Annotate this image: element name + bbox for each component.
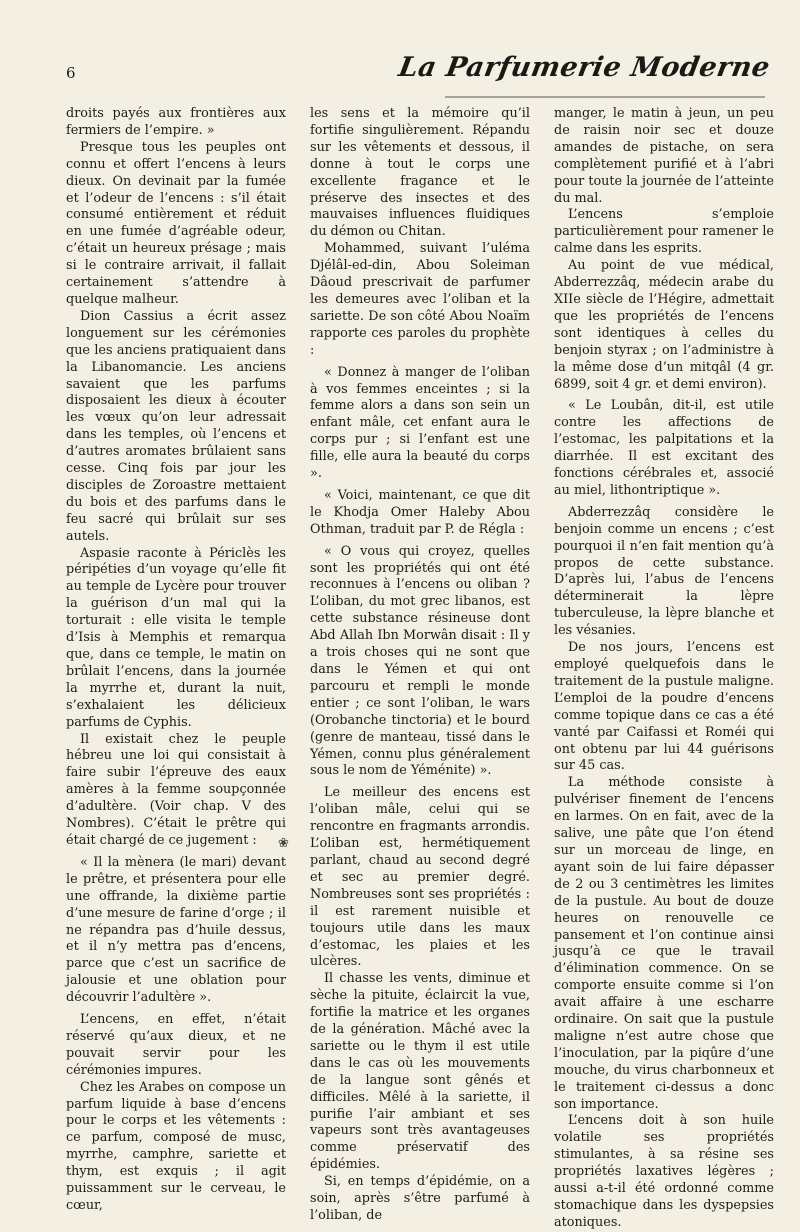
masthead-rule: [445, 96, 765, 98]
quote-paragraph: « Voici, maintenant, ce que dit le Khodja Omer Haleby Abou Othman, traduit par P. de Régla :: [310, 487, 530, 537]
paragraph: La méthode consiste à pulvériser finement de l’encens en larmes. On en fait, avec de la salive, une pâte que l’on étend sur un morceau de linge, en ayant soin de lui faire dépasser de 2 ou 3 centimètres les limites de la pustule. Au bout de douze heures on renouvelle ce pansement et l’on continue ainsi jusqu’à ce que le travail d’élimination commence. On se comporte ensuite comme si l’on avait affaire à une escharre ordinaire. On sait que la pustule maligne n’est autre chose que l’inoculation, par la piqûre d’une mouche, du virus charbonneux et le traitement ci-dessus a donc son importance.: [554, 775, 774, 1112]
paragraph: Il existait chez le peuple hébreu une loi qui consistait à faire subir l’épreuve des eaux amères à la femme soupçonnée d’adultère. (Voir chap. V des Nombres). C’était le prêtre qui était chargé de ce jugement :: [66, 731, 286, 848]
paragraph: Presque tous les peuples ont connu et offert l’encens à leurs dieux. On devinait par la fumée et l’odeur de l’encens : s’il était consumé entièrement et réduit en une fumée d’agréable odeur, c’était un heureux présage ; mais si le contraire arrivait, il fallait certainement s’attendre à quelque malheur.: [66, 139, 286, 307]
flower-ornament-icon: ❀: [278, 836, 289, 851]
paragraph: Il chasse les vents, diminue et sèche la pituite, éclaircit la vue, fortifie la matrice et les organes de la génération. Mâché avec la sariette ou le thym il est utile dans le cas où les mouvements de la langue sont gênés et difficiles. Mêlé à la sariette, il purifie l’air ambiant et ses vapeurs sont très avantageuses comme préservatif des épidémies.: [310, 971, 530, 1173]
paragraph: Le meilleur des encens est l’oliban mâle, celui qui se rencontre en fragmants arrondis. L’oliban est, hermétiquement parlant, chaud au second degré et sec au premier degré. Nombreuses sont ses propriétés : il est rarement nuisible et toujours utile dans les maux d’estomac, les plaies et les ulcères.: [310, 785, 530, 970]
page-number: 6: [66, 64, 76, 82]
paragraph: droits payés aux frontières aux fermiers de l’empire. »: [66, 106, 286, 138]
column-2: [310, 106, 530, 1225]
paragraph: L’encens s’emploie particulièrement pour ramener le calme dans les esprits.: [554, 207, 774, 257]
page-header: [0, 0, 800, 100]
paragraph: L’encens doit à son huile volatile ses propriétés stimulantes, à sa résine ses propriétés laxatives légères ; aussi a-t-il été ordonné comme stomachique dans les dyspepsies atoniques.: [554, 1113, 774, 1230]
paragraph: Dion Cassius a écrit assez longuement sur les cérémonies que les anciens pratiquaient dans la Libanomancie. Les anciens savaient que les parfums disposaient les dieux à écouter les vœux qu’on leur adressait dans les temples, où l’encens et d’autres aromates brûlaient sans cesse. Cinq fois par jour les disciples de Zoroastre mettaient du bois et des parfums dans le feu sacré qui brûlait sur ses autels.: [66, 308, 286, 544]
paragraph: Chez les Arabes on compose un parfum liquide à base d’encens pour le corps et les vêtements : ce parfum, composé de musc, myrrhe, camphre, sariette et thym, est exquis ; il agit puissamment sur le cerveau, le cœur,: [66, 1079, 286, 1213]
paragraph: Aspasie raconte à Périclès les péripéties d’un voyage qu’elle fit au temple de Lycère pour trouver la guérison d’un mal qui la torturait : elle visita le temple d’Isis à Memphis et remarqua que, dans ce temple, le matin on brûlait l’encens, dans la journée la myrrhe et, durant la nuit, s’exhalaient les délicieux parfums de Cyphis.: [66, 545, 286, 730]
paragraph: les sens et la mémoire qu’il fortifie singulièrement. Répandu sur les vêtements et dessous, il donne à tout le corps une excellente fragance et le préserve des insectes et des mauvaises influences fluidiques du démon ou Chitan.: [310, 106, 530, 240]
paragraph: manger, le matin à jeun, un peu de raisin noir sec et douze amandes de pistache, on sera complètement purifié et à l’abri pour toute la journée de l’atteinte du mal.: [554, 106, 775, 206]
column-3: [554, 106, 774, 1232]
paragraph: Au point de vue médical, Abderrezzâq, médecin arabe du XIIe siècle de l’Hégire, admettait que les propriétés de l’encens sont identiques à celles du benjoin styrax ; on l’administre à la même dose d’un mitqâl (4 gr. 6899, soit 4 gr. et demi environ).: [554, 258, 774, 392]
quote-paragraph: « O vous qui croyez, quelles sont les propriétés qui ont été reconnues à l’encens ou oliban ? L’oliban, du mot grec libanos, est cette substance résineuse dont Abd Allah Ibn Morwân disait : Il y a trois choses qui ne sont que dans le Yémen et qui ont parcouru et rempli le monde entier ; ce sont l’oliban, le wars (Orobanche tinctoria) et le bourd (genre de manteau, tissé dans le Yémen, connu plus généralement sous le nom de Yéménite) ».: [310, 543, 530, 779]
paragraph: Abderrezzâq considère le benjoin comme un encens ; c’est pourquoi il n’en fait mention qu’à propos de cette substance. D’après lui, l’abus de l’encens déterminerait la lèpre tuberculeuse, la lèpre blanche et les vésanies.: [554, 504, 774, 639]
quote-paragraph: « Il la mènera (le mari) devant le prêtre, et présentera pour elle une offrande, la dixième partie d’une mesure de farine d’orge ; il ne répandra pas d’huile dessus, et il n’y mettra pas d’encens, parce que c’est un sacrifice de jalousie et une oblation pour découvrir l’adultère ».: [66, 854, 286, 1006]
quote-paragraph: « Le Loubân, dit-il, est utile contre les affections de l’estomac, les palpitations et la diarrhée. Il est excitant des fonctions cérébrales et, associé au miel, lithontriptique ».: [554, 398, 774, 498]
masthead-title: La Parfumerie Moderne: [396, 52, 773, 83]
paragraph: Si, en temps d’épidémie, on a soin, après s’être parfumé à l’oliban, de: [310, 1174, 530, 1223]
quote-paragraph: « Donnez à manger de l’oliban à vos femmes enceintes ; si la femme alors a dans son sein un enfant mâle, cet enfant aura le corps pur ; si l’enfant est une fille, elle aura la beauté du corps ».: [310, 364, 530, 482]
paragraph: L’encens, en effet, n’était réservé qu’aux dieux, et ne pouvait servir pour les cérémonies impures.: [66, 1012, 286, 1078]
column-1: [66, 106, 286, 1215]
paragraph: Mohammed, suivant l’uléma Djélâl-ed-din, Abou Soleiman Dâoud prescrivait de parfumer les demeures avec l’oliban et la sariette. De son côté Abou Noaïm rapporte ces paroles du prophète :: [310, 241, 530, 358]
paragraph: De nos jours, l’encens est employé quelquefois dans le traitement de la pustule maligne. L’emploi de la poudre d’encens comme topique dans ce cas a été vanté par Caifassi et Roméi qui ont obtenu par lui 44 guérisons sur 45 cas.: [554, 640, 774, 774]
